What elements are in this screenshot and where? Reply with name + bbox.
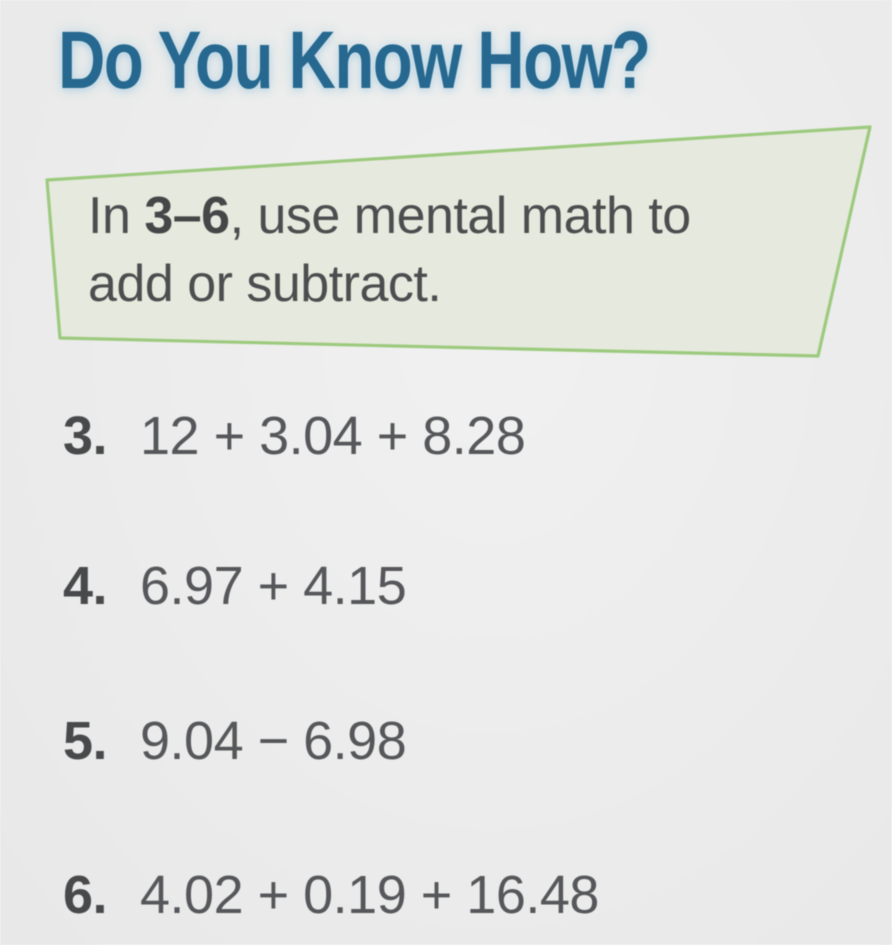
problem-number: 4. <box>63 556 108 616</box>
problem-number: 5. <box>63 711 108 771</box>
page-title: Do You Know How? <box>58 15 650 106</box>
instruction-line2: add or subtract. <box>88 255 442 313</box>
problem-item-5 <box>63 712 406 770</box>
instruction-problem-range: 3–6 <box>144 187 230 245</box>
problem-item-4 <box>63 557 406 615</box>
problem-expression: 12 + 3.04 + 8.28 <box>140 406 526 466</box>
problem-number: 6. <box>63 865 108 925</box>
instruction-line1-suffix: , use mental math to <box>229 187 691 245</box>
problem-item-3 <box>63 407 525 465</box>
problem-number: 3. <box>63 406 108 466</box>
problem-expression: 6.97 + 4.15 <box>140 556 407 616</box>
problem-expression: 4.02 + 0.19 + 16.48 <box>140 865 599 925</box>
problem-item-6 <box>63 866 599 924</box>
instruction-line1-prefix: In <box>88 187 145 245</box>
problem-expression: 9.04 − 6.98 <box>140 711 407 771</box>
